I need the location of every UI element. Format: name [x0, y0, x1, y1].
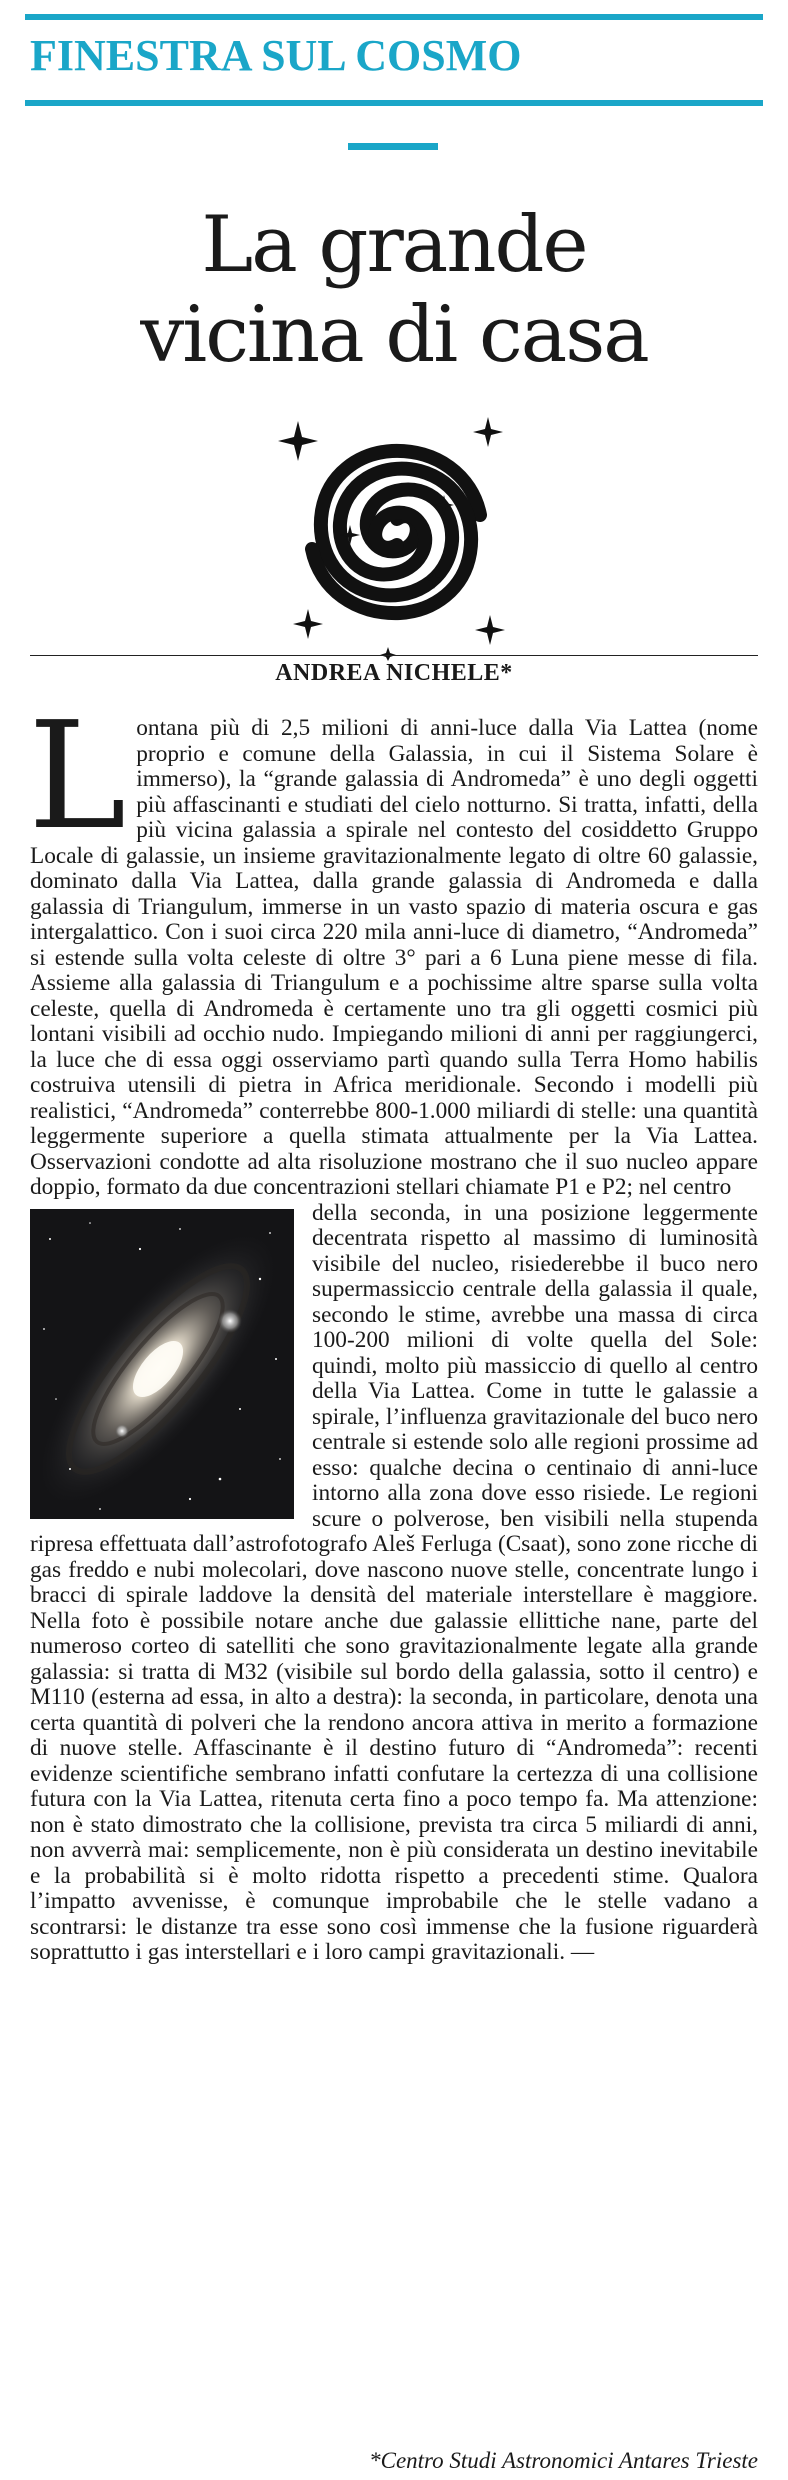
section-title: FINESTRA SUL COSMO [30, 31, 522, 80]
accent-dash [348, 143, 438, 150]
article-paragraph [28, 690, 758, 1201]
article-paragraph-continued [30, 1201, 758, 1966]
paragraph-text-b: della seconda, in una posizione leggermente decentrata rispetto al massimo di luminosità visibile del nucleo, risiederebbe il buco nero supermassiccio centrale della galassia il quale, secondo le stime, avrebbe una massa di circa 100-200 milioni di volte quella del Sole: quindi, molto più massiccio di quello al centro della Via Lattea. Come in tutte le galassie a spirale, l’influenza gravitazionale del buco nero centrale si estende solo alle regioni prossime ad esso: qualche decina o centinaio di anni-luce intorno alla zona dove esso risiede. Le regioni scure o polverose, ben visibili nella stupenda ripresa effettuata dall’astrofotografo Aleš Ferluga (Csaat), sono zone ricche di gas freddo e nubi molecolari, dove nascono nuove stelle, concentrate lungo i bracci di spirale laddove la densità del materiale interstellare è maggiore. Nella foto è possibile notare anche due galassie ellittiche nane, parte del numeroso corteo di satelliti che sono gravitazionalmente legate alla grande galassia: si tratta di M32 (visibile sul bordo della galassia, sotto il centro) e M110 (esterna ad essa, in alto a destra): la seconda, in particolare, denota una certa quantità di polveri che la rendono ancora attiva in merito a formazione di nuove stelle. Affascinante è il destino futuro di “Andromeda”: recenti evidenze scientifiche sembrano infatti confutare la certezza di una collisione futura con la Via Lattea, ritenuta certa fino a poco tempo fa. Ma attenzione: non è stato dimostrato che la collisione, prevista tra circa 5 miliardi di anni, non avverrà mai: semplicemente, non è più considerata un destino inevitabile e la probabilità si è molto ridotta rispetto a precedenti stime. Qualora l’impatto avvenisse, è comunque improbabile che le stelle vadano a scontrarsi: le distanze tra esse sono così immense che la fusione riguarderà soprattutto i gas interstellari e i loro campi gravitazionali. — [30, 1199, 758, 1965]
author-affiliation: *Centro Studi Astronomici Antares Trieste [369, 2448, 758, 2473]
headline [30, 200, 758, 380]
headline-line-2: vicina di casa [140, 290, 648, 380]
andromeda-photo [30, 1209, 294, 1519]
spiral-galaxy-logo-icon [268, 403, 526, 661]
article-body [28, 690, 758, 1966]
drop-cap: L [28, 690, 127, 862]
byline-rule [30, 655, 758, 656]
byline: ANDREA NICHELE* [275, 660, 513, 686]
top-rule [25, 14, 763, 20]
headline-line-1: La grande [201, 200, 587, 290]
header-bottom-rule [25, 100, 763, 106]
paragraph-text-a: ontana più di 2,5 milioni di anni-luce dalla Via Lattea (nome proprio e comune della Galassia, in cui il Sistema Solare è immerso), la “grande galassia di Andromeda” è uno degli oggetti più affascinanti e studiati del cielo notturno. Si tratta, infatti, della più vicina galassia a spirale nel contesto del cosiddetto Gruppo Locale di galassie, un insieme gravitazionalmente legato di oltre 60 galassie, dominato dalla Via Lattea, dalla grande galassia di Andromeda e dalla galassia di Triangulum, immerse in un vasto spazio di materia oscura e gas intergalattico. Con i suoi circa 220 mila anni-luce di diametro, “Andromeda” si estende sulla volta celeste di oltre 3° pari a 6 Luna piene messe di fila. Assieme alla galassia di Triangulum e a pochissime altre sparse sulla volta celeste, quella di Andromeda è certamente uno tra gli oggetti cosmici più lontani visibili ad occhio nudo. Impiegando milioni di anni per raggiungerci, la luce che di essa oggi osserviamo partì quando sulla Terra Homo habilis costruiva utensili di pietra in Africa meridionale. Secondo i modelli più realistici, “Andromeda” conterrebbe 800-1.000 miliardi di stelle: una quantità leggermente superiore a quella stimata attualmente per la Via Lattea. Osservazioni condotte ad alta risoluzione mostrano che il suo nucleo appare doppio, formato da due concentrazioni stellari chiamate P1 e P2; nel centro [30, 715, 758, 1200]
